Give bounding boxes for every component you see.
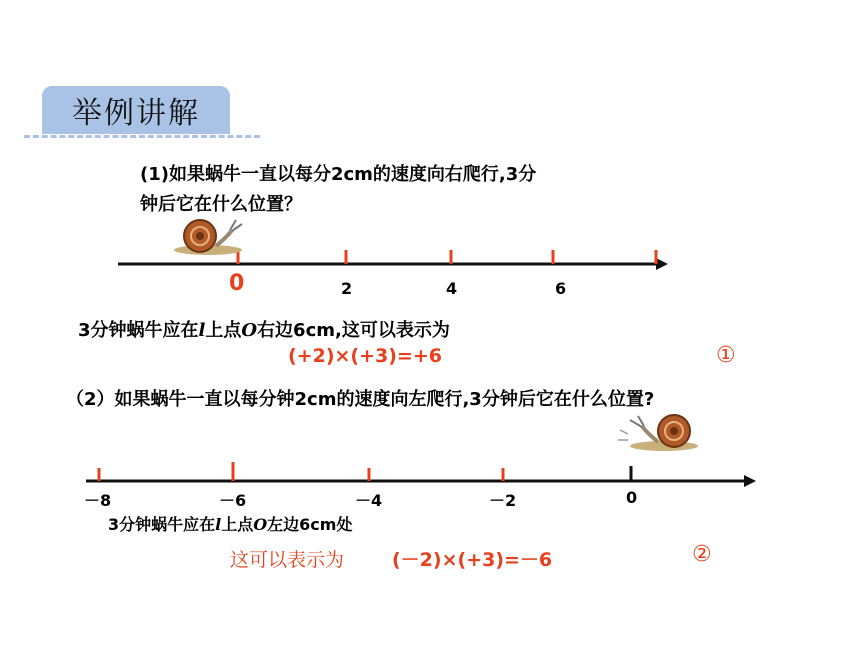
line2-label-m4: －4 [355, 491, 383, 510]
part2-expression-intro: 这可以表示为 [230, 549, 345, 571]
line1-label-4: 4 [446, 279, 458, 298]
section-title-text: 举例讲解 [72, 96, 200, 131]
line1-label-0: 0 [229, 271, 245, 296]
part2-answer: 3分钟蜗牛应在l上点O左边6cm处 [108, 515, 353, 534]
line2-label-m2: －2 [489, 491, 517, 510]
part1-question-line2: 钟后它在什么位置？ [140, 194, 302, 215]
part1-answer: 3分钟蜗牛应在l上点O右边6cm,这可以表示为 [78, 320, 450, 341]
line1-label-2: 2 [341, 279, 353, 298]
number-line-1-arrow [656, 258, 668, 270]
part1-question-line1: (1)如果蜗牛一直以每分2cm的速度向右爬行,3分 [140, 164, 537, 185]
line2-label-m6: －6 [219, 491, 247, 510]
part2-marker: ② [692, 542, 712, 567]
snail-icon [174, 220, 242, 255]
line2-label-m8: －8 [84, 491, 112, 510]
snail-icon [618, 415, 698, 451]
part1-equation: (+2)×(+3)=+6 [288, 345, 442, 367]
number-line-2-arrow [744, 475, 756, 487]
line2-label-0: 0 [626, 488, 638, 507]
part2-equation: (－2)×(+3)=－6 [392, 549, 553, 571]
part1-marker: ① [716, 343, 736, 368]
line1-label-6: 6 [555, 279, 567, 298]
part2-question: （2）如果蜗牛一直以每分钟2cm的速度向左爬行,3分钟后它在什么位置? [66, 389, 655, 410]
